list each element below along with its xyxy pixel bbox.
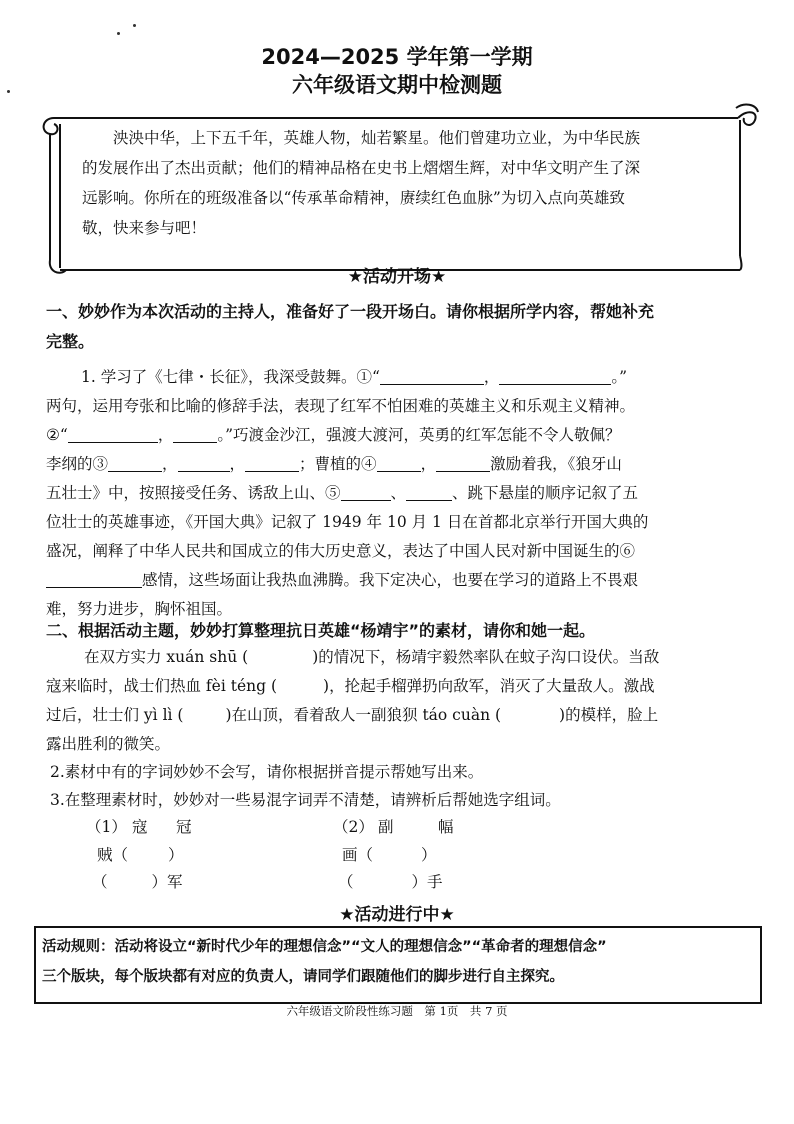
exam-title-term: 2024—2025 学年第一学期 xyxy=(261,45,533,69)
text-segment: 贼（ xyxy=(97,846,129,864)
choice-char: 寇 xyxy=(132,818,148,836)
answer-blank-2b[interactable] xyxy=(173,426,217,443)
text-segment: 激励着我，《狼牙山 xyxy=(490,455,622,473)
question-heading-line: 一、妙妙作为本次活动的主持人，准备好了一段开场白。请你根据所学内容，帮她补充 xyxy=(46,302,655,321)
text-line: 两句，运用夸张和比喻的修辞手法，表现了红军不怕困难的英雄主义和乐观主义精神。 xyxy=(46,397,636,415)
answer-blank-5a[interactable] xyxy=(341,484,391,501)
page-footer: 六年级语文阶段性练习题 第 1页 共 7 页 xyxy=(286,1004,508,1018)
text-segment: （ xyxy=(338,873,354,891)
answer-blank-6[interactable] xyxy=(46,571,142,588)
text-segment: 李纲的③ xyxy=(46,455,109,473)
text-segment: )的模样，脸上 xyxy=(559,706,659,724)
text-segment: 在双方实力 xuán shū ( xyxy=(84,648,249,666)
text-line xyxy=(46,450,758,479)
text-segment: ）军 xyxy=(151,873,183,891)
answer-blank-3c[interactable] xyxy=(245,455,299,472)
text-segment: ， xyxy=(162,455,178,473)
text-segment: ） xyxy=(168,846,184,864)
text-segment: )在山顶，看着敌人一副狼狈 táo cuàn ( xyxy=(225,706,502,724)
text-segment: 。”巧渡金沙江，强渡大渡河，英勇的红军怎能不令人敬佩？ xyxy=(217,426,621,444)
text-segment: ， xyxy=(229,455,246,473)
intro-line: 远影响。你所在的班级准备以“传承革命精神，赓续红色血脉”为切入点向英雄致 xyxy=(82,189,625,207)
text-segment: 、 xyxy=(390,484,407,502)
answer-blank-5b[interactable] xyxy=(406,484,452,501)
text-line xyxy=(46,566,758,595)
question-2-passage xyxy=(46,643,758,759)
text-segment: （ xyxy=(92,873,108,891)
text-segment: 、跳下悬崖的顺序记叙了五 xyxy=(452,484,639,502)
rules-line: 活动规则：活动将设立“新时代少年的理想信念”“文人的理想信念”“革命者的理想信念” xyxy=(42,939,607,955)
question-1-heading xyxy=(46,297,756,357)
question-2-item-3: 3.在整理素材时，妙妙对一些易混字词弄不清楚，请辨析后帮她选字组词。 xyxy=(50,791,561,809)
choice-char: 副 xyxy=(378,818,394,836)
text-segment: 五壮士》中，按照接受任务、诱敌上山、⑤ xyxy=(46,484,341,502)
text-line: 难，努力进步，胸怀祖国。 xyxy=(46,600,233,618)
text-line xyxy=(46,479,758,508)
text-segment: 寇来临时，战士们热血 fèi téng ( xyxy=(46,677,278,695)
text-line xyxy=(46,643,758,672)
choice-word xyxy=(342,843,437,865)
text-segment: )，抡起手榴弹扔向敌军，消灭了大量敌人。激战 xyxy=(323,677,655,695)
text-segment: 。” xyxy=(611,368,628,386)
section-heading-in-progress: ★活动进行中★ xyxy=(339,905,455,925)
text-line xyxy=(46,421,758,450)
answer-blank-3b[interactable] xyxy=(178,455,230,472)
question-1-item-1 xyxy=(46,363,758,624)
text-line: 露出胜利的微笑。 xyxy=(46,735,171,753)
question-heading-line: 完整。 xyxy=(46,332,95,351)
answer-blank-3a[interactable] xyxy=(108,455,162,472)
text-line: 盛况，阐释了中华人民共和国成立的伟大历史意义，表达了中国人民对新中国诞生的⑥ xyxy=(46,542,636,560)
answer-blank-1b[interactable] xyxy=(499,368,611,385)
activity-rules-text xyxy=(42,932,758,992)
choice-group-2-label: （2） xyxy=(333,818,374,836)
intro-line: 敬，快来参与吧！ xyxy=(82,219,207,237)
choice-word xyxy=(92,870,183,892)
answer-blank-1a[interactable] xyxy=(380,368,484,385)
text-segment: )的情况下，杨靖宇毅然率队在蚊子沟口设伏。当敌 xyxy=(312,648,660,666)
scan-speck xyxy=(133,24,136,27)
text-segment: 感情，这些场面让我热血沸腾。我下定决心，也要在学习的道路上不畏艰 xyxy=(142,571,639,589)
text-segment: 1. 学习了《七律・长征》，我深受鼓舞。①“ xyxy=(81,368,380,386)
text-segment: 过后，壮士们 yì lì ( xyxy=(46,706,184,724)
answer-blank-4a[interactable] xyxy=(377,455,421,472)
question-2-heading: 二、根据活动主题，妙妙打算整理抗日英雄“杨靖宇”的素材，请你和她一起。 xyxy=(46,621,596,640)
choice-char: 幅 xyxy=(438,818,454,836)
scan-speck xyxy=(117,32,120,35)
text-line xyxy=(46,363,758,392)
text-segment: ）手 xyxy=(411,873,443,891)
answer-blank-2a[interactable] xyxy=(68,426,158,443)
choice-word xyxy=(338,870,443,892)
text-line xyxy=(46,672,758,701)
text-line: 位壮士的英雄事迹，《开国大典》记叙了 1949 年 10 月 1 日在首都北京举行开国大典的 xyxy=(46,513,649,531)
intro-line: 泱泱中华，上下五千年，英雄人物，灿若繁星。他们曾建功立业，为中华民族 xyxy=(113,129,641,147)
text-segment: ；曹植的④ xyxy=(299,455,377,473)
text-segment: 画（ xyxy=(342,846,374,864)
text-segment: ， xyxy=(157,426,174,444)
intro-paragraph xyxy=(82,123,732,243)
text-segment: ， xyxy=(483,368,500,386)
rules-line: 三个版块，每个版块都有对应的负责人，请同学们跟随他们的脚步进行自主探究。 xyxy=(42,969,564,985)
choice-word xyxy=(97,843,184,865)
section-heading-opening: ★活动开场★ xyxy=(347,267,447,287)
choice-group-1-label: （1） xyxy=(86,818,127,836)
exam-title-name: 六年级语文期中检测题 xyxy=(292,73,502,97)
question-2-item-2: 2.素材中有的字词妙妙不会写，请你根据拼音提示帮她写出来。 xyxy=(50,763,484,781)
answer-blank-4b[interactable] xyxy=(436,455,490,472)
intro-line: 的发展作出了杰出贡献；他们的精神品格在史书上熠熠生辉，对中华文明产生了深 xyxy=(82,159,641,177)
text-line xyxy=(46,701,758,730)
text-segment: ②“ xyxy=(46,426,68,444)
choice-char: 冠 xyxy=(176,818,192,836)
text-segment: ， xyxy=(420,455,437,473)
text-segment: ） xyxy=(421,846,437,864)
